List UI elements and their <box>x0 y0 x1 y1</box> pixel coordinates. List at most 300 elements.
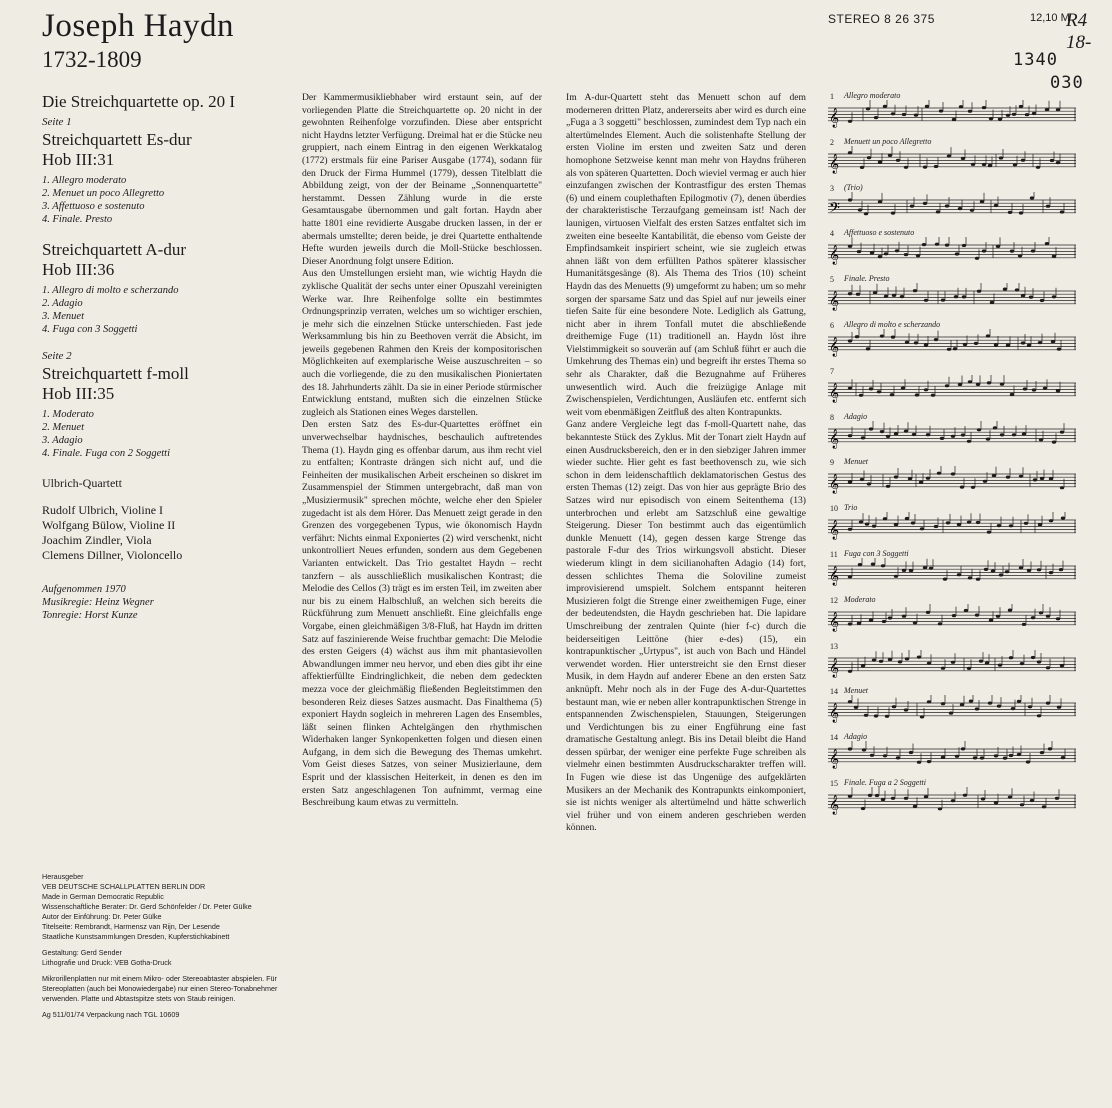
note-head <box>884 295 888 298</box>
music-staff <box>820 741 1082 771</box>
music-example <box>820 504 1082 550</box>
note-head <box>1039 438 1043 441</box>
note-head <box>859 393 863 396</box>
music-staff <box>820 512 1082 542</box>
note-head <box>890 393 894 396</box>
music-staff <box>820 237 1082 267</box>
note-head <box>925 105 929 108</box>
essay-paragraph: Der Kammermusikliebhaber wird erstaunt sein, auf der vorliegenden Platte die Streichquartette op. 20 nicht in der gewohnten Reihenfolge vorzufinden. Diese aber entspricht nicht Haydns letzter Verfügung. Dreimal hat er die Stücke neu gruppiert, nach einem Eintrag in den eigenen Werkkatalog (1772) erstmals für eine Pariser Ausgabe (1774), sodann für den Druck der Firma Hummel (1779), dessen Titelblatt die Abbildung zeigt, von der der Beiname „Sonnenquartette" herstammt. Dessen Zählung wurde in die erste Gesamtausgabe übernommen und galt fortan. Haydn aber hatte 1801 eine revidierte Ausgabe drucken lassen, in der er abermals umstellte; deren beide, je drei Quartette enthaltende Hefte wurden jeweils durch die Moll-Stücke beschlossen. Dieser Anordnung folgt unsere Edition. <box>302 92 542 267</box>
note-head <box>1039 611 1043 614</box>
note-head <box>951 799 955 802</box>
note-head <box>924 388 928 391</box>
note-head <box>914 114 918 117</box>
quartet-title: Streichquartett A-dur <box>42 240 186 259</box>
note-head <box>1009 524 1013 527</box>
note-head <box>848 528 852 531</box>
note-head <box>977 290 981 293</box>
note-head <box>885 715 889 718</box>
note-head <box>1027 569 1031 572</box>
note-head <box>1005 570 1009 573</box>
note-head <box>878 200 882 203</box>
clef-symbol: 𝄞 <box>829 428 840 449</box>
note-head <box>904 797 908 800</box>
note-head <box>967 521 971 524</box>
note-head <box>988 164 992 167</box>
note-head <box>1049 519 1053 522</box>
note-head <box>848 669 852 672</box>
note-head <box>1045 242 1049 245</box>
music-example <box>820 184 1082 230</box>
note-head <box>862 748 866 751</box>
note-head <box>951 660 955 663</box>
example-tempo-label: Menuett un poco Allegretto <box>844 136 932 146</box>
note-head <box>926 477 930 480</box>
essay-column-2 <box>302 92 542 1102</box>
note-head <box>848 575 852 578</box>
music-staff <box>820 421 1082 451</box>
note-head <box>1050 159 1054 162</box>
note-head <box>891 335 895 338</box>
program-column <box>42 92 282 622</box>
note-head <box>1008 608 1012 611</box>
note-head <box>1055 797 1059 800</box>
clef-symbol: 𝄞 <box>829 382 840 403</box>
footer-code: Ag 511/01/74 Verpackung nach TGL 10609 <box>42 1010 180 1019</box>
note-head <box>875 794 879 797</box>
music-staff <box>820 192 1082 222</box>
note-head <box>952 614 956 617</box>
note-head <box>951 473 955 476</box>
note-head <box>1040 477 1044 480</box>
example-number: 2 <box>830 137 834 147</box>
credit-item: Aufgenommen 1970 <box>42 584 126 595</box>
clef-symbol: 𝄞 <box>829 153 840 174</box>
note-head <box>1025 113 1029 116</box>
example-number: 3 <box>830 183 834 193</box>
note-head <box>858 208 862 211</box>
music-example <box>820 138 1082 184</box>
note-head <box>900 295 904 298</box>
clef-symbol: 𝄞 <box>829 290 840 311</box>
note-head <box>983 480 987 483</box>
note-head <box>999 156 1003 159</box>
stamp-number-top: 1340 <box>1013 50 1058 70</box>
clef-symbol: 𝄞 <box>829 245 840 266</box>
note-head <box>960 703 964 706</box>
credit-item: Tonregie: Horst Kunze <box>42 610 138 621</box>
note-head <box>963 794 967 797</box>
note-head <box>997 524 1001 527</box>
quartet-block <box>42 240 282 336</box>
clef-symbol: 𝄞 <box>829 474 840 495</box>
note-head <box>1021 341 1025 344</box>
note-head <box>962 244 966 247</box>
made-in: Made in German Democratic Republic <box>42 892 164 901</box>
note-head <box>860 478 864 481</box>
note-head <box>872 658 876 661</box>
movement-list <box>42 174 282 226</box>
music-example <box>820 642 1082 688</box>
movement-item: 2. Menuet un poco Allegretto <box>42 188 165 199</box>
note-head <box>980 757 984 760</box>
music-staff <box>820 146 1082 176</box>
example-tempo-label: Menuet <box>844 686 868 696</box>
music-example <box>820 458 1082 504</box>
quartet-hob: Hob III:35 <box>42 384 115 403</box>
note-head <box>971 486 975 489</box>
note-head <box>869 387 873 390</box>
music-staff <box>820 100 1082 130</box>
example-tempo-label: Menuet <box>844 457 868 467</box>
note-head <box>1049 478 1053 481</box>
note-head <box>1006 344 1010 347</box>
music-example <box>820 92 1082 138</box>
clef-symbol: 𝄞 <box>829 519 840 540</box>
note-head <box>957 523 961 526</box>
note-head <box>891 797 895 800</box>
note-head <box>848 795 852 798</box>
note-head <box>957 573 961 576</box>
note-head <box>994 801 998 804</box>
example-number: 12 <box>830 595 838 605</box>
example-tempo-label: Allegro di molto e scherzando <box>844 319 941 329</box>
publisher-name: VEB DEUTSCHE SCHALLPLATTEN BERLIN DDR <box>42 882 206 891</box>
note-head <box>1051 340 1055 343</box>
note-head <box>924 795 928 798</box>
note-head <box>878 255 882 258</box>
music-staff <box>820 650 1082 680</box>
note-head <box>886 434 890 437</box>
note-head <box>855 335 859 338</box>
note-head <box>917 655 921 658</box>
note-head <box>896 158 900 161</box>
note-head <box>888 154 892 157</box>
note-head <box>848 700 852 703</box>
example-number: 4 <box>830 229 834 239</box>
note-head <box>961 157 965 160</box>
movement-item: 4. Fuga con 3 Soggetti <box>42 324 138 335</box>
note-head <box>1037 715 1041 718</box>
note-head <box>968 576 972 579</box>
note-head <box>923 201 927 204</box>
movement-item: 1. Allegro di molto e scherzando <box>42 285 179 296</box>
note-head <box>880 334 884 337</box>
note-head <box>982 250 986 253</box>
note-head <box>1052 295 1056 298</box>
note-head <box>848 292 852 295</box>
note-head <box>1045 108 1049 111</box>
note-head <box>913 289 917 292</box>
note-head <box>904 709 908 712</box>
movement-item: 2. Menuet <box>42 422 84 433</box>
music-staff <box>820 604 1082 634</box>
music-staff <box>820 329 1082 359</box>
clef-symbol: 𝄞 <box>829 657 840 678</box>
note-head <box>854 706 858 709</box>
price-sticker: 12,10 M <box>1030 12 1070 24</box>
note-head <box>1019 566 1023 569</box>
note-head <box>871 562 875 565</box>
note-head <box>1040 299 1044 302</box>
note-head <box>1006 114 1010 117</box>
note-head <box>861 664 865 667</box>
quartet-hob: Hob III:36 <box>42 260 115 279</box>
note-head <box>902 614 906 617</box>
note-head <box>975 708 979 711</box>
note-head <box>938 622 942 625</box>
player-item: Wolfgang Bülow, Violine II <box>42 518 176 532</box>
note-head <box>952 118 956 121</box>
music-example <box>820 321 1082 367</box>
example-number: 9 <box>830 458 834 468</box>
note-head <box>913 621 917 624</box>
note-head <box>941 702 945 705</box>
note-head <box>970 208 974 211</box>
note-head <box>882 620 886 623</box>
clef-symbol: 𝄞 <box>829 748 840 769</box>
note-head <box>982 163 986 166</box>
note-head <box>927 701 931 704</box>
note-head <box>1008 210 1012 213</box>
note-head <box>976 578 980 581</box>
note-head <box>945 384 949 387</box>
note-head <box>964 609 968 612</box>
note-head <box>958 207 962 210</box>
note-head <box>894 523 898 526</box>
note-head <box>869 618 873 621</box>
side-label: Seite 1 <box>42 116 72 128</box>
note-head <box>941 299 945 302</box>
example-number: 11 <box>830 549 838 559</box>
note-head <box>1009 754 1013 757</box>
note-head <box>857 250 861 253</box>
essay-paragraph: Ganz andere Vergleiche legt das f-moll-Quartett nahe, das bekannteste Stück des Zyklus. Mit der Tonart zielt Haydn auf einen Ausdrucksbereich, den er in den siebziger Jahren immer wieder suchte. Hier geht es fast beethovensch zu, wie sich schon in dem leidenschaftlich deklamatorischen Gestus des ersten Themas (12) zeigt. Das von hier aus geprägte Brio des Satzes wird nur episodisch von einem Seitenthema (13) unterbrochen und erlebt am Satzschluß eine gewaltige Steigerung. Dieser Ton bestimmt auch das eigentümlich dunkle Menuett (14), gegen dessen karge Strenge das pastorale F-dur des Trios wirkungsvoll absticht. Dieser wiederum klingt in dem sicilianohaften Adagio (14) fort, dessen schlichtes Thema die Soloviline zumeist improvisierend umspielt. Solchem entspannt heiteren Musizieren folgt die Strenge einer zweithemigen Fuge, einer der bedeutendsten, die Haydn geschrieben hat. Die lapidare Umschreibung der zentralen Quinte (hier f-c) durch die beiderseitigen Leittöne (hier e-des) (15), ein kontrapunktischer „Urtypus", ist auch von Bach und Händel verwendet worden. Hier unterstreicht sie den Ernst dieser Musik, in dem Haydn auf anderer Ebene an den ersten Satz anknüpft. Mehr noch als in der Fuge des A-dur-Quartettes bestaunt man, wie er neben aller kontrapunktischen Strenge in entspannenden Zwischenspielen, Stauungen, Steigerungen und Verdichtungen bis zu einer Engführung eine fast dramatische Gestaltung anlegt. Bis ins Detail bleibt die Hand dessen spürbar, der weniger eine perfekte Fuge schreiben als vielmehr einen bestimmten Ausdruckscharakter treffen will. In Fugen wie diese ist das Ungenüge des aufgeklärten Musikers an der Mechanik des Kontrapunkts einkomponiert, sie ist nichts weniger als altertümelnd und hätte schwerlich viel früher und von einem anderen geschrieben werden können. <box>566 419 806 834</box>
note-head <box>1060 486 1064 489</box>
note-head <box>947 154 951 157</box>
recording-credits <box>42 583 282 622</box>
note-head <box>1052 440 1056 443</box>
clef-symbol: 𝄞 <box>829 107 840 128</box>
essay-column-3 <box>566 92 806 1102</box>
cover-art: Titelseite: Rembrandt, Harmensz van Rijn, Der Lesende <box>42 922 220 931</box>
handwritten-note: R4 18- <box>1066 10 1092 53</box>
note-head <box>1020 803 1024 806</box>
note-head <box>848 748 852 751</box>
note-head <box>1037 660 1041 663</box>
side-label: Seite 2 <box>42 350 72 362</box>
note-head <box>1060 664 1064 667</box>
note-head <box>848 339 852 342</box>
music-staff <box>820 283 1082 313</box>
note-head <box>892 294 896 297</box>
note-head <box>986 334 990 337</box>
note-head <box>951 434 955 437</box>
note-head <box>1040 751 1044 754</box>
note-head <box>1060 430 1064 433</box>
note-head <box>943 577 947 580</box>
note-head <box>1042 805 1046 808</box>
note-head <box>1057 347 1061 350</box>
note-head <box>968 380 972 383</box>
note-head <box>1017 700 1021 703</box>
note-head <box>848 245 852 248</box>
note-head <box>976 383 980 386</box>
note-head <box>967 439 971 442</box>
note-head <box>867 483 871 486</box>
note-head <box>884 253 888 256</box>
ensemble-name: Ulbrich-Quartett <box>42 476 122 490</box>
note-head <box>941 756 945 759</box>
note-head <box>1038 523 1042 526</box>
note-head <box>989 117 993 120</box>
note-head <box>1028 706 1032 709</box>
note-head <box>926 433 930 436</box>
note-head <box>908 478 912 481</box>
note-head <box>961 747 965 750</box>
note-head <box>872 525 876 528</box>
note-head <box>873 291 877 294</box>
example-number: 5 <box>830 275 834 285</box>
note-head <box>1022 623 1026 626</box>
note-head <box>848 151 852 154</box>
note-head <box>1056 617 1060 620</box>
note-head <box>1048 747 1052 750</box>
note-head <box>992 474 996 477</box>
note-head <box>996 245 1000 248</box>
note-head <box>917 761 921 764</box>
note-head <box>856 293 860 296</box>
note-head <box>861 807 865 810</box>
note-head <box>892 705 896 708</box>
note-head <box>988 702 992 705</box>
note-head <box>980 200 984 203</box>
note-head <box>984 568 988 571</box>
essay-paragraph: Aus den Umstellungen ersieht man, wie wichtig Haydn die zyklische Qualität der sechs unter einer Opuszahl vereinigten Werke war. Ihre Reihenfolge sollte ein bestimmtes Ordnungsprinzip verraten, welches um so wichtiger erschien, je mehr sich die einzelnen Stücke unterschieden. Fast jede Werksammlung bis hin zu Beethoven verrät die Absicht, im jeweils gegebenen Rahmen den Kreis der kompositorischen Möglichkeiten auf exemplarische Weise auszuschreiten – so auch die vorliegende, die zu den musikalischen Pioniertaten des 18. Jahrhunderts zählt. Da sie in einer Periode stürmischer Entwicklung entstand, mußten sich die einzelnen Stücke zugleich als Stationen eines Weges darstellen. <box>302 268 542 418</box>
music-staff <box>820 558 1082 588</box>
music-example <box>820 596 1082 642</box>
note-head <box>1031 250 1035 253</box>
quartet-hob: Hob III:31 <box>42 150 115 169</box>
movement-item: 3. Adagio <box>42 435 83 446</box>
note-head <box>947 348 951 351</box>
note-head <box>920 527 924 530</box>
note-head <box>910 204 914 207</box>
note-head <box>870 252 874 255</box>
note-head <box>891 112 895 115</box>
note-head <box>1019 211 1023 214</box>
music-example <box>820 733 1082 779</box>
example-number: 7 <box>830 366 834 376</box>
example-tempo-label: Allegro moderato <box>844 91 901 100</box>
note-head <box>898 660 902 663</box>
movement-item: 4. Finale. Presto <box>42 214 113 225</box>
note-head <box>1033 479 1037 482</box>
movement-item: 4. Finale. Fuga con 2 Soggetti <box>42 448 171 459</box>
note-head <box>1046 702 1050 705</box>
author: Autor der Einführung: Dr. Peter Gülke <box>42 912 162 921</box>
note-head <box>1027 344 1031 347</box>
note-head <box>994 343 998 346</box>
note-head <box>1010 250 1014 253</box>
note-head <box>874 715 878 718</box>
publisher-label: Herausgeber <box>42 872 84 881</box>
collection: Staatliche Kunstsammlungen Dresden, Kupferstichkabinett <box>42 932 230 941</box>
note-head <box>960 486 964 489</box>
note-head <box>994 754 998 757</box>
movement-list <box>42 284 282 336</box>
player-item: Clemens Dillner, Violoncello <box>42 548 183 562</box>
note-head <box>981 797 985 800</box>
credit-item: Musikregie: Heinz Wegner <box>42 597 154 608</box>
note-head <box>996 614 1000 617</box>
note-head <box>959 105 963 108</box>
note-head <box>858 563 862 566</box>
note-head <box>1026 761 1030 764</box>
advisors: Wissenschaftliche Berater: Dr. Gerd Schönfelder / Dr. Peter Gülke <box>42 902 252 911</box>
note-head <box>848 120 852 123</box>
essay-paragraph: Den ersten Satz des Es-dur-Quartettes eröffnet ein unverwechselbar haydnisches, beschaulich auftretendes Thema (1). Haydn ging es offenbar darum, aus ihm recht viel zu entfalten; Kontraste drängen sich nicht auf, und die Feinheiten der musikalischen Arbeit erscheinen so diskret im Zusammenspiel der Stimmen untergebracht, daß man von „Musiziermusik" sprechen möchte, welche eher den Spieler zugedacht ist als dem Hörer. Das Menuett zeigt gerade in den Grenzen des vorgegebenen Typus, wie ökonomisch Haydn verfährt: Nichts einmal Exponiertes (2) wird verschenkt, nicht unkontrolliert Neues erfunden, sondern aus dem Gegebenen Varianten entwickelt. Das Trio gestaltet Haydn – recht tanzfern – als ausschließlich musikalischen Kontrast; die Melodie des Cellos (3) trägt es im ersten Teil, im zweiten aber nur bis zu einem Halbschluß, an welchen sich bereits die Rückführung zum Menuett anschließt. Eine gleichfalls enge Vorgabe, einen gleichmäßigen 3/8-Fluß, hat Haydn im dritten Satz auf faszinierende Weise fruchtbar gemacht: Die Melodie des ersten Geigers (4) wächst aus ihm mit phantasievollen Abwandlungen immer neu hervor, und eben dies gibt ihr eine affektierfüllte Eindringlichkeit, die neben dem gedeckten mezza voce der gleichmäßig fließenden Begleitstimmen den besonderen Reiz dieses Satzes ausmacht. Das Finalthema (5) exponiert Haydn sogleich in mehreren Lagen des Ensembles, läßt seinen flinken Achtelgängen den rhythmischen Widerhaken langer Synkopenketten folgen und diesen einen Aufgang, in dem sich die Bewegung des Themas umkehrt. Vom Geist dieses Satzes, von seiner Musizierlaune, dem Esprit und der klassischen Heiterkeit, in denen es den im ersten Satz angeschlagenen Ton aufnimmt, vermag eine Beschreibung kaum etwas zu vermitteln. <box>302 419 542 809</box>
note-head <box>915 393 919 396</box>
note-head <box>870 754 874 757</box>
example-number: 6 <box>830 320 834 330</box>
note-head <box>924 343 928 346</box>
music-example <box>820 687 1082 733</box>
note-head <box>922 243 926 246</box>
music-example <box>820 275 1082 321</box>
note-head <box>848 198 852 201</box>
note-head <box>867 156 871 159</box>
note-head <box>1056 389 1060 392</box>
note-head <box>1036 165 1040 168</box>
music-staff <box>820 466 1082 496</box>
note-head <box>1032 388 1036 391</box>
note-head <box>869 427 873 430</box>
note-head <box>931 393 935 396</box>
note-head <box>935 243 939 246</box>
note-head <box>1020 662 1024 665</box>
note-head <box>975 613 979 616</box>
quartet-title: Streichquartett f-moll <box>42 364 189 383</box>
clef-symbol: 𝄞 <box>829 565 840 586</box>
note-head <box>919 481 923 484</box>
note-head <box>1003 757 1007 760</box>
note-head <box>1043 387 1047 390</box>
movement-item: 2. Adagio <box>42 298 83 309</box>
note-head <box>1015 289 1019 292</box>
note-head <box>888 616 892 619</box>
note-head <box>909 569 913 572</box>
note-head <box>848 481 852 484</box>
note-head <box>968 110 972 113</box>
note-head <box>861 436 865 439</box>
design-credit: Gestaltung: Gerd Sender <box>42 948 122 957</box>
clef-symbol: 𝄞 <box>829 336 840 357</box>
note-head <box>987 531 991 534</box>
clef-symbol: 𝄞 <box>829 611 840 632</box>
note-head <box>905 517 909 520</box>
note-head <box>927 760 931 763</box>
note-head <box>987 381 991 384</box>
note-head <box>962 295 966 298</box>
player-list <box>42 503 282 563</box>
note-head <box>905 341 909 344</box>
note-head <box>913 805 917 808</box>
note-head <box>997 705 1001 708</box>
note-head <box>883 105 887 108</box>
note-head <box>955 253 959 256</box>
note-head <box>914 341 918 344</box>
example-tempo-label: Fuga con 3 Soggetti <box>844 548 909 558</box>
